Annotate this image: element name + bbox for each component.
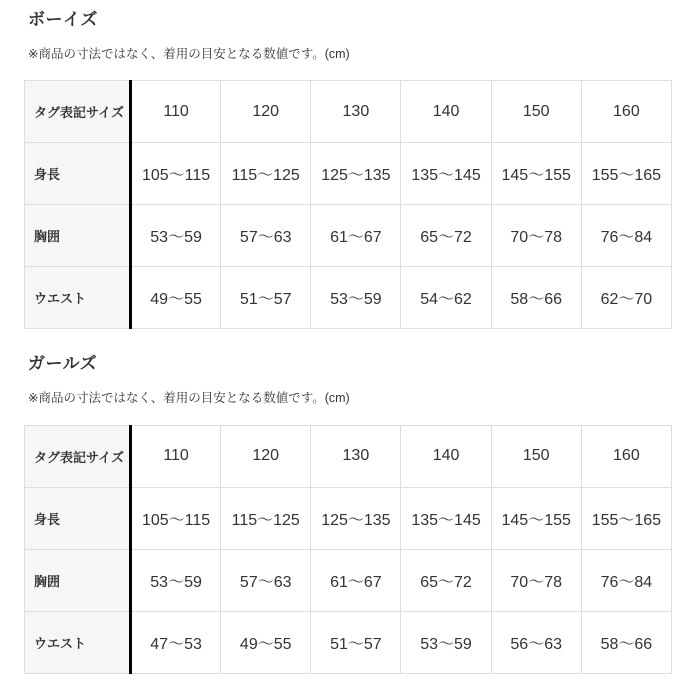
size-cell: 150 bbox=[491, 425, 581, 487]
size-cell: 58〜66 bbox=[491, 267, 581, 329]
size-cell: 76〜84 bbox=[581, 205, 671, 267]
size-cell: 125〜135 bbox=[311, 487, 401, 549]
boys-size-section bbox=[24, 9, 676, 329]
row-label: ウエスト bbox=[25, 267, 131, 329]
size-cell: 155〜165 bbox=[581, 487, 671, 549]
table-row-waist bbox=[25, 267, 672, 329]
boys-size-table bbox=[24, 80, 672, 329]
size-cell: 53〜59 bbox=[401, 611, 491, 673]
table-row-tag-size bbox=[25, 81, 672, 143]
size-cell: 140 bbox=[401, 425, 491, 487]
size-cell: 65〜72 bbox=[401, 549, 491, 611]
size-cell: 155〜165 bbox=[581, 143, 671, 205]
size-cell: 51〜57 bbox=[311, 611, 401, 673]
size-cell: 150 bbox=[491, 81, 581, 143]
size-cell: 51〜57 bbox=[221, 267, 311, 329]
size-cell: 105〜115 bbox=[131, 143, 221, 205]
size-cell: 130 bbox=[311, 425, 401, 487]
table-row-chest bbox=[25, 549, 672, 611]
size-cell: 57〜63 bbox=[221, 205, 311, 267]
size-cell: 120 bbox=[221, 425, 311, 487]
table-row-tag-size bbox=[25, 425, 672, 487]
size-cell: 120 bbox=[221, 81, 311, 143]
size-cell: 49〜55 bbox=[131, 267, 221, 329]
size-cell: 53〜59 bbox=[131, 205, 221, 267]
size-cell: 62〜70 bbox=[581, 267, 671, 329]
size-cell: 54〜62 bbox=[401, 267, 491, 329]
girls-size-note: ※商品の寸法ではなく、着用の目安となる数値です。(cm) bbox=[28, 391, 350, 406]
size-cell: 58〜66 bbox=[581, 611, 671, 673]
size-cell: 115〜125 bbox=[221, 143, 311, 205]
row-label: 胸囲 bbox=[25, 205, 131, 267]
size-cell: 145〜155 bbox=[491, 487, 581, 549]
size-cell: 61〜67 bbox=[311, 205, 401, 267]
table-row-height bbox=[25, 487, 672, 549]
size-cell: 140 bbox=[401, 81, 491, 143]
size-cell: 110 bbox=[131, 425, 221, 487]
size-cell: 135〜145 bbox=[401, 487, 491, 549]
size-cell: 135〜145 bbox=[401, 143, 491, 205]
boys-section-title: ボーイズ bbox=[28, 10, 98, 29]
size-cell: 145〜155 bbox=[491, 143, 581, 205]
row-label: 身長 bbox=[25, 143, 131, 205]
size-cell: 125〜135 bbox=[311, 143, 401, 205]
size-cell: 61〜67 bbox=[311, 549, 401, 611]
row-label: ウエスト bbox=[25, 611, 131, 673]
size-cell: 160 bbox=[581, 425, 671, 487]
size-cell: 53〜59 bbox=[131, 549, 221, 611]
size-cell: 115〜125 bbox=[221, 487, 311, 549]
size-cell: 110 bbox=[131, 81, 221, 143]
table-row-chest bbox=[25, 205, 672, 267]
girls-section-title: ガールズ bbox=[28, 354, 98, 374]
row-label: 身長 bbox=[25, 487, 131, 549]
size-cell: 47〜53 bbox=[131, 611, 221, 673]
size-cell: 76〜84 bbox=[581, 549, 671, 611]
girls-size-section bbox=[24, 353, 676, 673]
table-row-height bbox=[25, 143, 672, 205]
girls-size-table bbox=[24, 425, 672, 674]
row-label: タグ表記サイズ bbox=[25, 425, 131, 487]
table-row-waist bbox=[25, 611, 672, 673]
size-cell: 57〜63 bbox=[221, 549, 311, 611]
size-cell: 49〜55 bbox=[221, 611, 311, 673]
size-cell: 160 bbox=[581, 81, 671, 143]
size-cell: 70〜78 bbox=[491, 549, 581, 611]
boys-size-note: ※商品の寸法ではなく、着用の目安となる数値です。(cm) bbox=[28, 47, 350, 62]
size-cell: 53〜59 bbox=[311, 267, 401, 329]
size-cell: 56〜63 bbox=[491, 611, 581, 673]
size-cell: 70〜78 bbox=[491, 205, 581, 267]
size-cell: 105〜115 bbox=[131, 487, 221, 549]
size-cell: 65〜72 bbox=[401, 205, 491, 267]
row-label: 胸囲 bbox=[25, 549, 131, 611]
size-cell: 130 bbox=[311, 81, 401, 143]
row-label: タグ表記サイズ bbox=[25, 81, 131, 143]
